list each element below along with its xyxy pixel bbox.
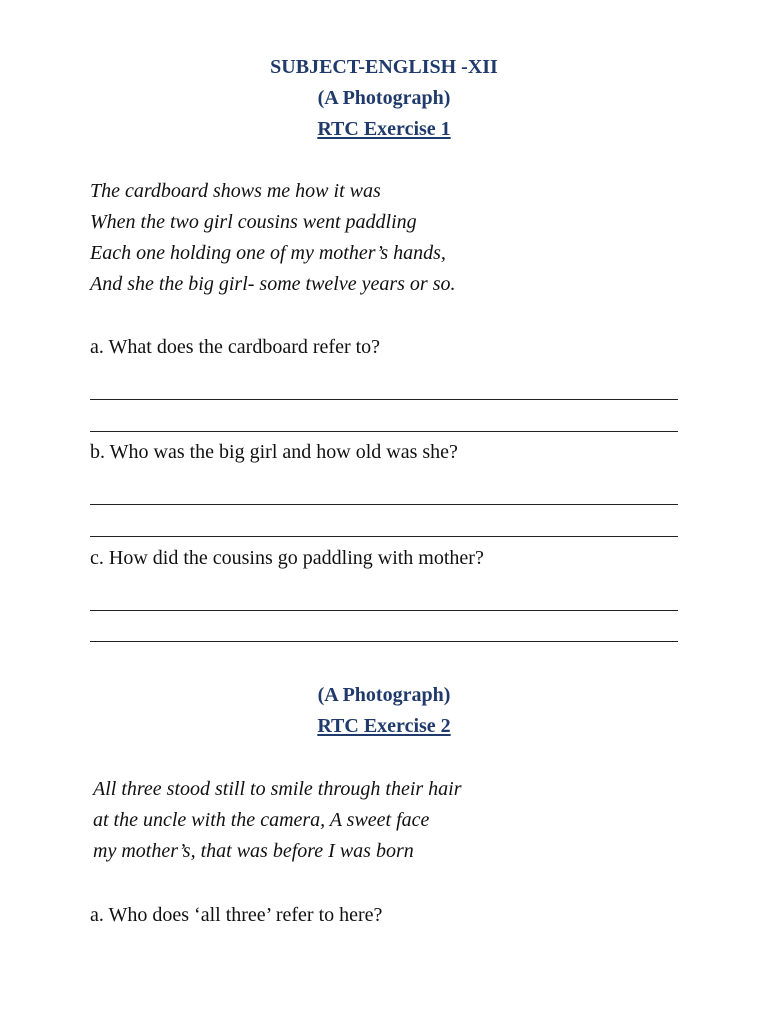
poem-line: Each one holding one of my mother’s hands,	[90, 242, 446, 264]
answer-line[interactable]	[90, 431, 678, 432]
exercise-1-title: RTC Exercise 1	[317, 118, 451, 140]
subject-title: SUBJECT-ENGLISH -XII	[270, 56, 498, 78]
answer-line[interactable]	[90, 504, 678, 505]
exercise-1-question-b: b. Who was the big girl and how old was she?	[90, 441, 458, 463]
answer-line[interactable]	[90, 610, 678, 611]
chapter-title: (A Photograph)	[317, 87, 451, 109]
answer-line[interactable]	[90, 641, 678, 642]
poem-line: All three stood still to smile through their hair	[93, 778, 462, 800]
exercise-1-poem-extract	[90, 176, 456, 300]
poem-line: my mother’s, that was before I was born	[93, 840, 414, 862]
exercise-2-poem-extract	[93, 774, 462, 867]
poem-line: When the two girl cousins went paddling	[90, 211, 417, 233]
exercise-1-question-a: a. What does the cardboard refer to?	[90, 336, 381, 358]
answer-line[interactable]	[90, 399, 678, 400]
poem-line: at the uncle with the camera, A sweet face	[93, 809, 430, 831]
answer-line[interactable]	[90, 536, 678, 537]
chapter-title-2: (A Photograph)	[317, 684, 451, 706]
exercise-2-question-a: a. Who does ‘all three’ refer to here?	[90, 904, 383, 926]
exercise-1-question-c: c. How did the cousins go paddling with mother?	[90, 547, 484, 569]
poem-line: The cardboard shows me how it was	[90, 180, 381, 202]
exercise-2-title: RTC Exercise 2	[317, 715, 451, 737]
poem-line: And she the big girl- some twelve years or so.	[90, 273, 456, 295]
